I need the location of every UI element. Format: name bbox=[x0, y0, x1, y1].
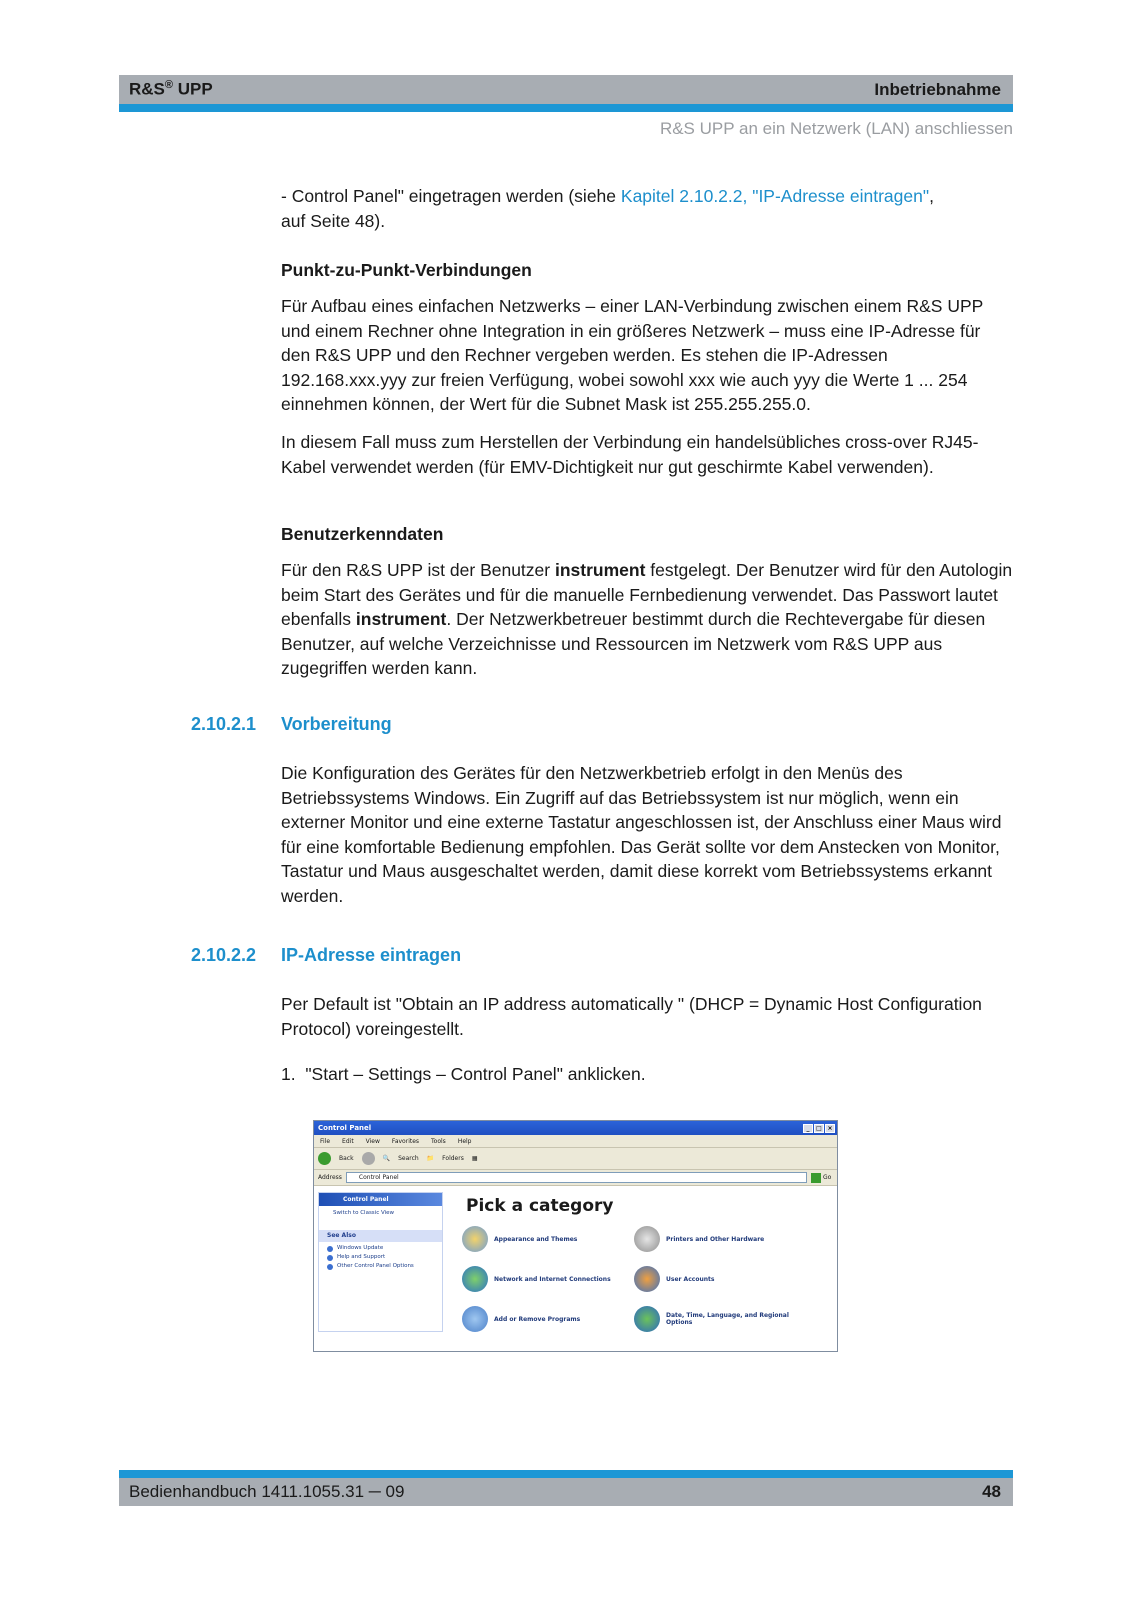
user-paragraph: Für den R&S UPP ist der Benutzer instrument festgelegt. Der Benutzer wird für den Autologin beim Start des Gerätes und für die manuelle Fernbedienung verwendet. Das Passwort lautet ebenfalls instrument. Der Netzwerkbetreuer bestimmt durch die Rechtevergabe für diesen Benutzer, auf welche Verzeichnisse und Ressourcen im Netzwerk vom R&S UPP aus zugegriffen werden kann. bbox=[281, 560, 1013, 678]
windows-update-link[interactable]: Windows Update bbox=[319, 1242, 442, 1251]
page-footer bbox=[119, 1478, 1013, 1506]
category-add-remove[interactable]: Add or Remove Programs bbox=[462, 1306, 580, 1332]
header-subtitle: R&S UPP an ein Netzwerk (LAN) anschliessen bbox=[659, 119, 1013, 138]
switch-classic-view-link[interactable]: Switch to Classic View bbox=[333, 1210, 395, 1216]
user-heading: Benutzerkenndaten bbox=[281, 524, 444, 544]
see-also-head: See Also bbox=[319, 1230, 442, 1242]
chapter-link[interactable]: Kapitel 2.10.2.2, "IP-Adresse eintragen" bbox=[620, 186, 930, 206]
menu-view[interactable]: View bbox=[365, 1137, 380, 1145]
category-user-accounts[interactable]: User Accounts bbox=[634, 1266, 714, 1292]
back-icon[interactable] bbox=[318, 1152, 331, 1165]
go-icon bbox=[811, 1173, 821, 1183]
cp-sidebar bbox=[318, 1192, 443, 1332]
minimize-icon[interactable]: _ bbox=[803, 1124, 813, 1133]
menu-favorites[interactable]: Favorites bbox=[391, 1137, 420, 1145]
forward-icon[interactable] bbox=[362, 1152, 375, 1165]
go-button[interactable]: Go bbox=[811, 1173, 837, 1183]
step-1: 1. "Start – Settings – Control Panel" anklicken. bbox=[281, 1064, 646, 1084]
pick-category-title: Pick a category bbox=[466, 1196, 614, 1216]
sidebar-control-panel-head: Control Panel bbox=[319, 1193, 442, 1206]
footer-accent-line bbox=[119, 1470, 1013, 1478]
users-icon bbox=[634, 1266, 660, 1292]
step-number: 1. bbox=[281, 1064, 296, 1084]
cp-toolbar: Back 🔍 Search 📁 Folders ▦ bbox=[314, 1148, 837, 1170]
other-options-link[interactable]: Other Control Panel Options bbox=[319, 1260, 442, 1269]
cp-menubar bbox=[314, 1135, 837, 1148]
close-icon[interactable]: × bbox=[825, 1124, 835, 1133]
section-heading-vorbereitung: 2.10.2.1 Vorbereitung bbox=[191, 714, 392, 734]
footer-doc-id: Bedienhandbuch 1411.1055.31 ─ 09 bbox=[129, 1482, 405, 1501]
appearance-icon bbox=[462, 1226, 488, 1252]
menu-tools[interactable]: Tools bbox=[431, 1137, 446, 1145]
page-header bbox=[119, 75, 1013, 104]
menu-file[interactable]: File bbox=[320, 1137, 331, 1145]
p2p-paragraph-1: Für Aufbau eines einfachen Netzwerks – einer LAN-Verbindung zwischen einem R&S UPP und einem Rechner ohne Integration in ein größeres Netzwerk – muss eine IP-Adresse für den R&S UPP und den Rechner vergeben werden. Es stehen die IP-Adressen 192.168.xxx.yyy zur freien Verfügung, wobei sowohl xxx wie auch yyy die Werte 1 ... 254 einnehmen können, der Wert für die Subnet Mask ist 255.255.255.0. bbox=[281, 296, 983, 414]
programs-icon bbox=[462, 1306, 488, 1332]
p2p-paragraph-2: In diesem Fall muss zum Herstellen der Verbindung ein handelsübliches cross-over RJ45-Kabel verwendet werden (für EMV-Dichtigkeit nur gut geschirmte Kabel verwenden). bbox=[281, 432, 979, 477]
printer-icon bbox=[634, 1226, 660, 1252]
header-accent-line bbox=[119, 104, 1013, 112]
cp-body bbox=[314, 1186, 837, 1351]
folders-icon[interactable]: 📁 bbox=[426, 1155, 435, 1162]
category-network[interactable]: Network and Internet Connections bbox=[462, 1266, 611, 1292]
views-icon[interactable]: ▦ bbox=[471, 1155, 478, 1162]
address-field[interactable]: Control Panel bbox=[346, 1172, 807, 1183]
menu-help[interactable]: Help bbox=[457, 1137, 472, 1145]
menu-edit[interactable]: Edit bbox=[342, 1137, 354, 1145]
category-date-time[interactable]: Date, Time, Language, and Regional Options bbox=[634, 1306, 804, 1332]
header-product: R&S® UPP bbox=[129, 79, 213, 99]
category-printers[interactable]: Printers and Other Hardware bbox=[634, 1226, 764, 1252]
header-chapter: Inbetriebnahme bbox=[874, 79, 1001, 99]
section-heading-ip-adresse: 2.10.2.2 IP-Adresse eintragen bbox=[191, 945, 462, 965]
page-number: 48 bbox=[982, 1482, 1001, 1501]
ip-paragraph: Per Default ist "Obtain an IP address automatically " (DHCP = Dynamic Host Configuration Protocol) voreingestellt. bbox=[281, 994, 982, 1039]
p2p-heading: Punkt-zu-Punkt-Verbindungen bbox=[281, 260, 532, 280]
search-icon[interactable]: 🔍 bbox=[382, 1155, 391, 1162]
intro-paragraph: - Control Panel" eingetragen werden (siehe Kapitel 2.10.2.2, "IP-Adresse eintragen", auf Seite 48). bbox=[281, 186, 934, 231]
help-support-link[interactable]: Help and Support bbox=[319, 1251, 442, 1260]
globe-icon bbox=[634, 1306, 660, 1332]
network-icon bbox=[462, 1266, 488, 1292]
cp-addressbar: Address Control Panel Go bbox=[314, 1170, 837, 1186]
vorbereitung-paragraph: Die Konfiguration des Gerätes für den Netzwerkbetrieb erfolgt in den Menüs des Betriebssystems Windows. Ein Zugriff auf das Betriebssystem ist nur möglich, wenn ein externer Monitor und eine externe Tastatur angeschlossen ist, der Anschluss einer Maus wird für eine komfortable Bedienung empfohlen. Das Gerät sollte vor dem Anstecken von Monitor, Tastatur und Maus ausgeschaltet werden, damit diese korrekt vom Betriebssystems erkannt werden. bbox=[281, 763, 1002, 906]
category-appearance[interactable]: Appearance and Themes bbox=[462, 1226, 577, 1252]
maximize-icon[interactable]: □ bbox=[814, 1124, 824, 1133]
cp-titlebar: Control Panel _ □ × bbox=[314, 1121, 837, 1135]
control-panel-screenshot bbox=[313, 1120, 838, 1352]
